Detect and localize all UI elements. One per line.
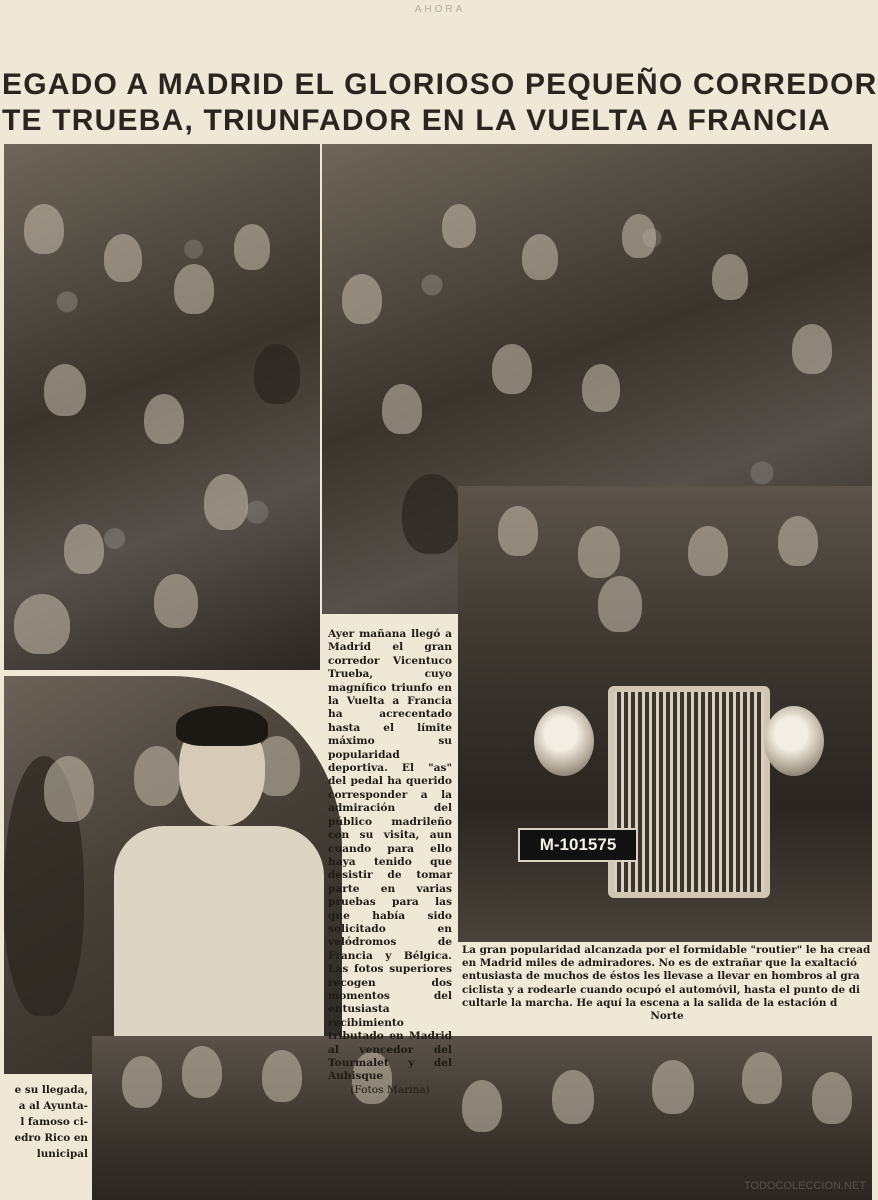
caption-car-line: cultarle la marcha. He aquí la escena a la salida de la estación d bbox=[462, 996, 838, 1009]
caption-left-line: e su llegada, bbox=[14, 1084, 88, 1096]
caption-left-line: lunicipal bbox=[36, 1148, 88, 1160]
caption-left-line: l famoso ci- bbox=[20, 1116, 88, 1128]
caption-car-line: ciclista y a rodearle cuando ocupó el automóvil, hasta el punto de di bbox=[462, 983, 860, 996]
caption-car bbox=[462, 944, 872, 1034]
caption-car-credit: Norte bbox=[650, 1010, 684, 1023]
car-headlamp-right bbox=[764, 706, 824, 776]
car-grille bbox=[608, 686, 770, 898]
caption-car-line: en Madrid miles de admiradores. No es de extrañar que la exaltació bbox=[462, 957, 857, 970]
caption-car-line: entusiasta de muchos de éstos les llevase a llevar en hombros al gra bbox=[462, 970, 860, 983]
photo-crowd-left bbox=[4, 144, 320, 670]
car-license-plate: M-101575 bbox=[518, 828, 638, 862]
headline-line-2: TE TRUEBA, TRIUNFADOR EN LA VUELTA A FRANCIA bbox=[2, 104, 831, 137]
photo-portrait-trueba bbox=[4, 676, 342, 1074]
caption-main-credit: (Fotos Marina) bbox=[350, 1083, 430, 1096]
page-tag: AHORA bbox=[414, 4, 466, 15]
cyclist-hair bbox=[176, 706, 268, 746]
caption-car-line: La gran popularidad alcanzada por el formidable "routier" le ha cread bbox=[462, 944, 871, 956]
caption-left-line: edro Rico en bbox=[14, 1132, 88, 1144]
caption-main-text: Ayer mañana llegó a Madrid el gran corredor Vicentuco Trueba, cuyo magnífico triunfo en la Vuelta a Francia ha acrecentado hasta el límite máximo su popularidad deportiva. El "as" del pedal ha querido corresponder a la admiración del público madrileño con su visita, aun cuando para ello haya tenido que desistir de tomar parte en varias pruebas para las que había sido solicitado en velódromos de Francia y Bélgica. Las fotos superiores recogen dos momentos del entusiasta recibimiento tributado en Madrid al vencedor del Tourmalet y del Aubisque bbox=[328, 628, 452, 1083]
watermark: TODOCOLECCION.NET bbox=[743, 1180, 866, 1192]
photo-car-with-crowd bbox=[458, 486, 872, 942]
caption-left bbox=[2, 1082, 88, 1162]
caption-left-line: a al Ayunta- bbox=[18, 1100, 88, 1112]
photo-group-ayuntamiento bbox=[92, 1036, 872, 1200]
cyclist-sweater bbox=[114, 826, 324, 1066]
headline-line-1: EGADO A MADRID EL GLORIOSO PEQUEÑO CORREDOR bbox=[2, 68, 878, 101]
caption-main bbox=[328, 628, 452, 1096]
car-headlamp-left bbox=[534, 706, 594, 776]
